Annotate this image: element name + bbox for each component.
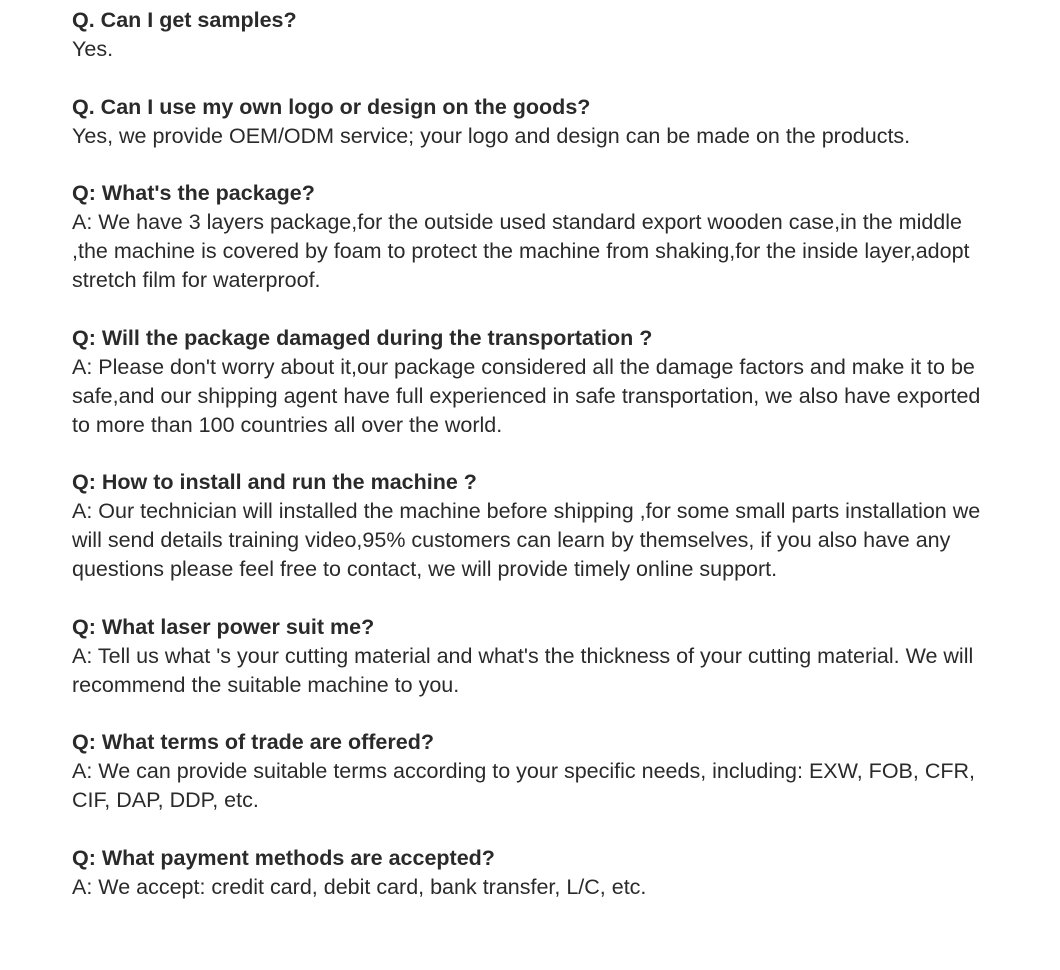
faq-question: Q: What's the package?: [72, 181, 315, 205]
faq-question: Q: How to install and run the machine ?: [72, 470, 477, 494]
faq-list: [72, 6, 1002, 930]
faq-question: Q: What terms of trade are offered?: [72, 730, 434, 754]
faq-item-samples: [72, 6, 1002, 64]
faq-item-laser-power: [72, 613, 1002, 700]
faq-answer: A: Our technician will installed the machine before shipping ,for some small parts installation we will send details training video,95% customers can learn by themselves, if you also have any questions please feel free to contact, we will provide timely online support.: [72, 499, 981, 581]
faq-question: Q. Can I get samples?: [72, 8, 297, 32]
faq-question: Q: Will the package damaged during the transportation ?: [72, 325, 653, 350]
faq-item-transport: [72, 324, 1002, 440]
faq-item-install: [72, 468, 1002, 584]
faq-item-payment: [72, 844, 1002, 902]
faq-question: Q: What payment methods are accepted?: [72, 845, 495, 870]
faq-answer: A: We can provide suitable terms according to your specific needs, including: EXW, FOB, CFR, CIF, DAP, DDP, etc.: [72, 759, 975, 812]
faq-question: Q. Can I use my own logo or design on the goods?: [72, 94, 591, 119]
faq-question: Q: What laser power suit me?: [72, 614, 375, 639]
faq-answer: A: We have 3 layers package,for the outside used standard export wooden case,in the middle ,the machine is covered by foam to protect the machine from shaking,for the inside layer,adopt stretch film for waterproof.: [72, 210, 970, 292]
faq-answer: A: We accept: credit card, debit card, bank transfer, L/C, etc.: [72, 874, 647, 899]
faq-item-package: [72, 179, 1002, 295]
faq-answer: A: Please don't worry about it,our package considered all the damage factors and make it to be safe,and our shipping agent have full experienced in safe transportation, we also have exported to more than 100 countries all over the world.: [72, 354, 981, 437]
faq-answer: Yes, we provide OEM/ODM service; your logo and design can be made on the products.: [72, 123, 911, 148]
faq-item-logo: [72, 93, 1002, 151]
faq-item-trade-terms: [72, 728, 1002, 815]
faq-answer: Yes.: [72, 37, 114, 61]
faq-answer: A: Tell us what 's your cutting material and what's the thickness of your cutting material. We will recommend the suitable machine to you.: [72, 643, 974, 697]
